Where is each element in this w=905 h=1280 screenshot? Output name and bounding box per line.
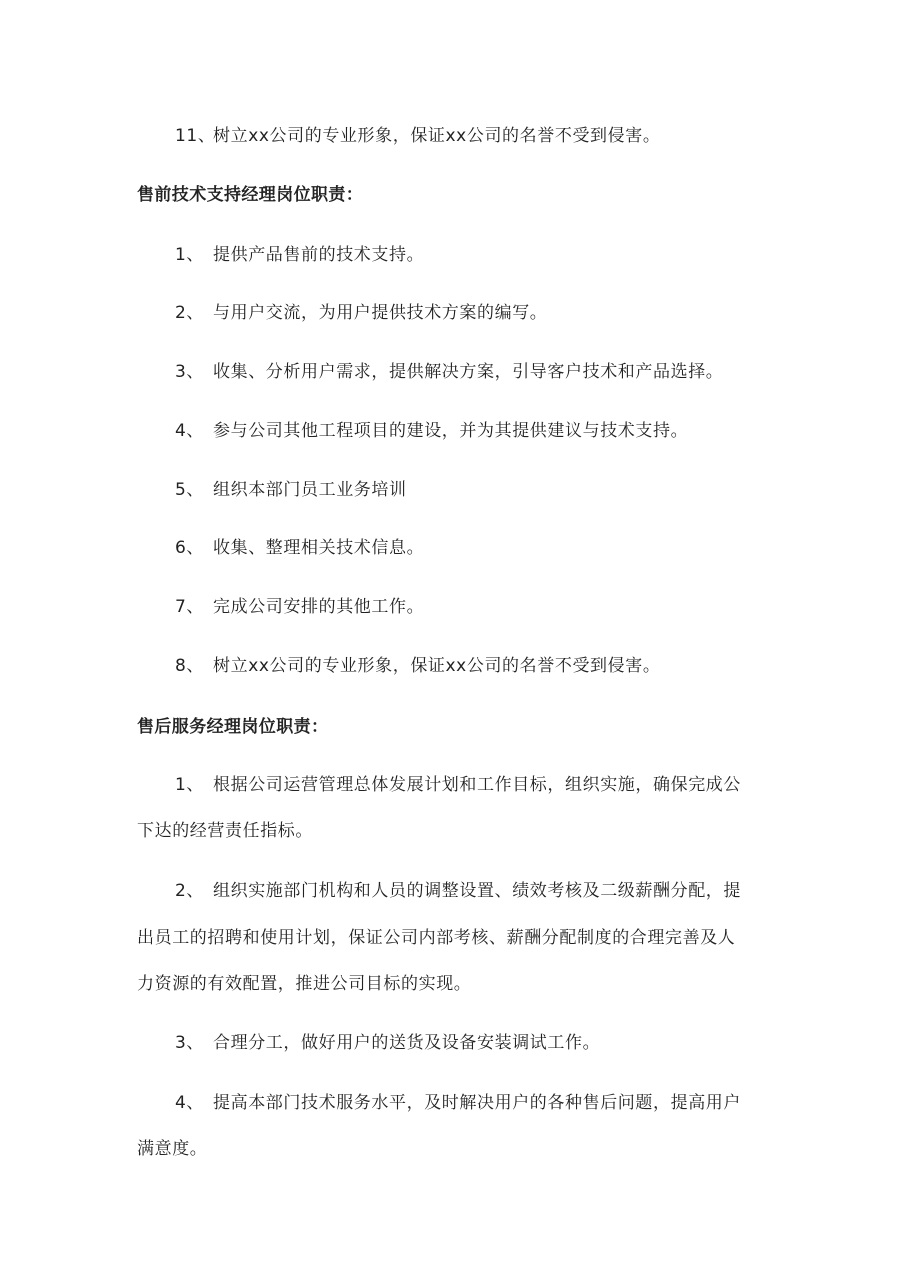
list-item bbox=[175, 125, 660, 147]
item-continuation: 力资源的有效配置，推进公司目标的实现。 bbox=[137, 974, 472, 994]
list-item bbox=[175, 479, 407, 501]
item-continuation: 满意度。 bbox=[137, 1139, 208, 1159]
item-text: 与用户交流，为用户提供技术方案的编写。 bbox=[213, 303, 548, 323]
item-text: 树立xx公司的专业形象，保证xx公司的名誉不受到侵害。 bbox=[213, 126, 661, 146]
list-item bbox=[175, 302, 547, 324]
item-text: 根据公司运营管理总体发展计划和工作目标，组织实施，确保完成公 bbox=[213, 775, 741, 795]
section-heading-presales: 售前技术支持经理岗位职责： bbox=[137, 185, 364, 205]
item-text: 参与公司其他工程项目的建设，并为其提供建议与技术支持。 bbox=[213, 421, 689, 441]
item-continuation: 出员工的招聘和使用计划，保证公司内部考核、薪酬分配制度的合理完善及人 bbox=[137, 928, 736, 948]
list-item bbox=[175, 1092, 741, 1114]
item-number: 8、 bbox=[175, 656, 205, 676]
item-text: 合理分工，做好用户的送货及设备安装调试工作。 bbox=[213, 1033, 601, 1053]
item-number: 3、 bbox=[175, 1033, 205, 1053]
item-number: 7、 bbox=[175, 597, 205, 617]
item-continuation: 下达的经营责任指标。 bbox=[137, 821, 313, 841]
item-number: 4、 bbox=[175, 1093, 205, 1113]
item-number: 1、 bbox=[175, 775, 205, 795]
item-text: 收集、分析用户需求，提供解决方案，引导客户技术和产品选择。 bbox=[213, 362, 724, 382]
item-text: 收集、整理相关技术信息。 bbox=[213, 538, 425, 558]
list-item bbox=[175, 1032, 600, 1054]
list-item bbox=[175, 361, 723, 383]
item-number: 2、 bbox=[175, 303, 205, 323]
item-text: 组织实施部门机构和人员的调整设置、绩效考核及二级薪酬分配，提 bbox=[213, 881, 741, 901]
item-number: 1、 bbox=[175, 245, 205, 265]
item-number: 11、 bbox=[175, 126, 216, 146]
list-item bbox=[175, 655, 660, 677]
item-number: 4、 bbox=[175, 421, 205, 441]
item-text: 树立xx公司的专业形象，保证xx公司的名誉不受到侵害。 bbox=[213, 656, 661, 676]
list-item bbox=[175, 880, 741, 902]
item-number: 3、 bbox=[175, 362, 205, 382]
list-item bbox=[175, 596, 424, 618]
item-text: 完成公司安排的其他工作。 bbox=[213, 597, 425, 617]
list-item bbox=[175, 244, 424, 266]
item-text: 提供产品售前的技术支持。 bbox=[213, 245, 425, 265]
item-text: 组织本部门员工业务培训 bbox=[213, 480, 407, 500]
item-text: 提高本部门技术服务水平，及时解决用户的各种售后问题，提高用户 bbox=[213, 1093, 741, 1113]
item-number: 2、 bbox=[175, 881, 205, 901]
list-item bbox=[175, 774, 741, 796]
section-heading-aftersales: 售后服务经理岗位职责： bbox=[137, 717, 329, 737]
list-item bbox=[175, 420, 688, 442]
item-number: 5、 bbox=[175, 480, 205, 500]
item-number: 6、 bbox=[175, 538, 205, 558]
list-item bbox=[175, 537, 424, 559]
